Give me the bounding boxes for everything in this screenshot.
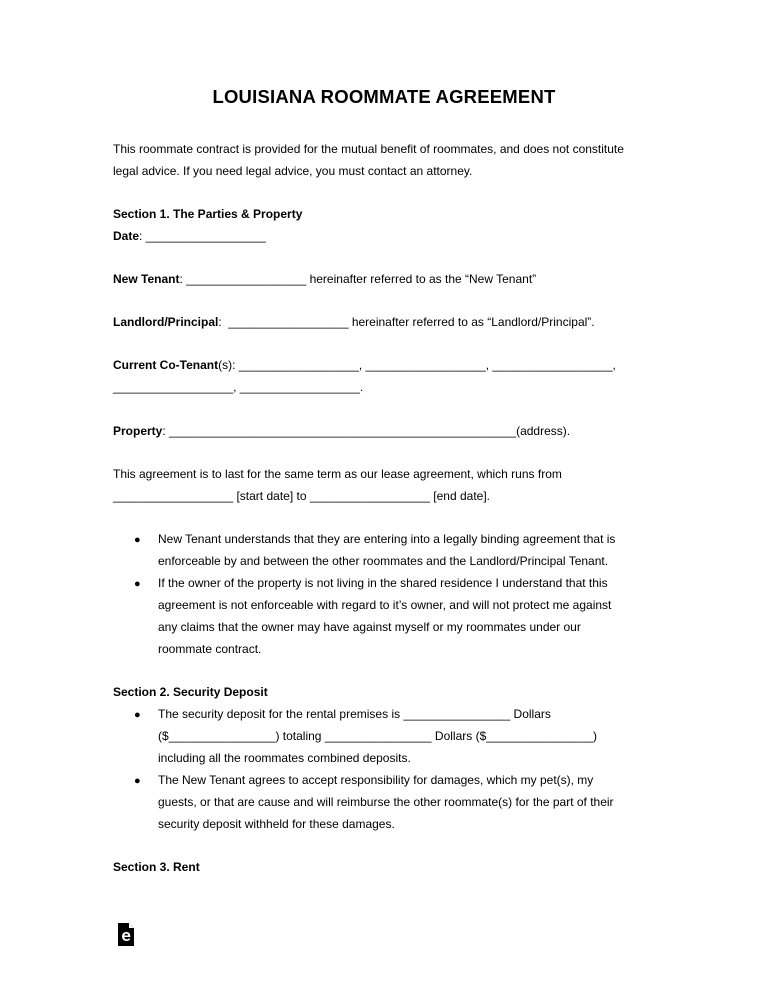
bullet-icon: ● (134, 709, 141, 721)
bullet-icon: ● (134, 775, 141, 787)
date-label: Date (113, 229, 140, 243)
document-title: LOUISIANA ROOMMATE AGREEMENT (212, 86, 556, 107)
s2-bullet-1-line-1: The security deposit for the rental premises is ________________ Dollars (158, 707, 551, 721)
s2-bullet-2-line-3: security deposit withheld for these damages. (158, 817, 395, 831)
s2-bullet-2-line-1: The New Tenant agrees to accept responsibility for damages, which my pet(s), my (158, 773, 594, 787)
cotenant-field (113, 357, 616, 373)
property-blank: : ____________________________________________________(address). (162, 424, 571, 438)
date-field (113, 228, 266, 244)
term-line-1: This agreement is to last for the same term as our lease agreement, which runs from (113, 467, 562, 481)
property-label: Property (113, 424, 163, 438)
s1-bullet-1-line-1: New Tenant understands that they are entering into a legally binding agreement that is (158, 532, 616, 546)
new-tenant-label: New Tenant (113, 272, 180, 286)
new-tenant-field (113, 271, 536, 287)
bullet-icon: ● (134, 578, 141, 590)
s1-bullet-2-line-3: any claims that the owner may have against myself or my roommates under our (158, 620, 581, 634)
cotenant-label: Current Co-Tenant (113, 358, 219, 372)
s1-bullet-2-line-2: agreement is not enforceable with regard to it’s owner, and will not protect me against (158, 598, 612, 612)
bullet-icon: ● (134, 534, 141, 546)
intro-line-1: This roommate contract is provided for the mutual benefit of roommates, and does not constitute (113, 142, 624, 156)
s2-bullet-2-line-2: guests, or that are cause and will reimburse the other roommate(s) for the part of their (158, 795, 614, 809)
new-tenant-blank: : __________________ hereinafter referred to as the “New Tenant” (179, 272, 537, 286)
intro-line-2: legal advice. If you need legal advice, you must contact an attorney. (113, 164, 473, 178)
date-blank: : __________________ (139, 229, 266, 243)
section-1-heading: Section 1. The Parties & Property (113, 207, 303, 221)
term-line-2: __________________ [start date] to __________________ [end date]. (113, 489, 491, 503)
eforms-logo-icon (117, 922, 135, 947)
landlord-blank: : __________________ hereinafter referred to as “Landlord/Principal”. (218, 315, 595, 329)
landlord-field (113, 314, 595, 330)
s1-bullet-2-line-1: If the owner of the property is not living in the shared residence I understand that this (158, 576, 608, 590)
s1-bullet-1-line-2: enforceable by and between the other roommates and the Landlord/Principal Tenant. (158, 554, 609, 568)
section-3-heading: Section 3. Rent (113, 860, 200, 874)
section-2-heading: Section 2. Security Deposit (113, 685, 268, 699)
cotenant-blanks-line-2: __________________, __________________. (113, 380, 364, 394)
property-field (113, 423, 570, 439)
s1-bullet-2-line-4: roommate contract. (158, 642, 262, 656)
landlord-label: Landlord/Principal (113, 315, 219, 329)
s2-bullet-1-line-3: including all the roommates combined deposits. (158, 751, 411, 765)
s2-bullet-1-line-2: ($________________) totaling ________________ Dollars ($________________) (158, 729, 598, 743)
cotenant-blanks: (s): __________________, __________________, __________________, (218, 358, 616, 372)
